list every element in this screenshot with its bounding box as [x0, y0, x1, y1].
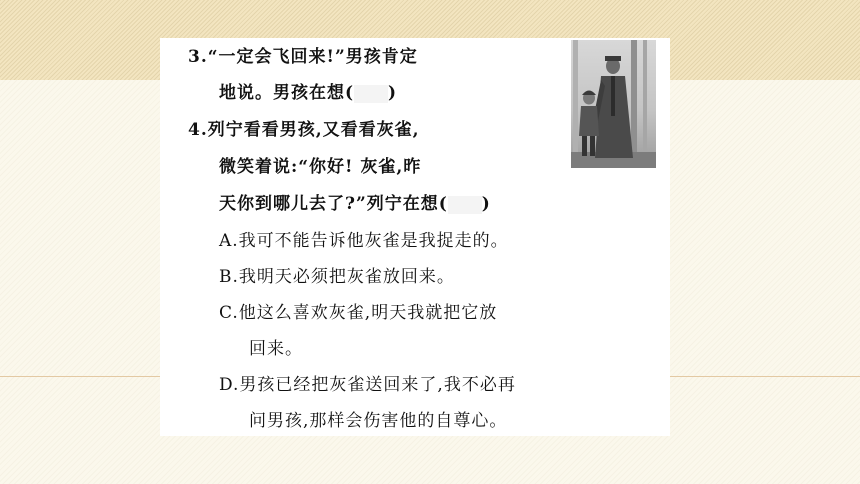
option-a: A.我可不能告诉他灰雀是我捉走的。 — [219, 231, 509, 251]
option-d-line-2: 问男孩,那样会伤害他的自尊心。 — [249, 411, 508, 431]
question-3-line-1: 3.“一定会飞回来!”男孩肯定 — [188, 47, 418, 67]
question-4-close-paren: ) — [481, 194, 491, 214]
question-4-line-3 — [219, 189, 491, 214]
question-4-stem-text: 天你到哪儿去了?”列宁在想( — [219, 194, 448, 214]
answer-blank-3[interactable] — [354, 85, 388, 103]
question-3-close-paren: ) — [388, 83, 398, 103]
question-3-line-2 — [219, 78, 397, 103]
left-divider-line — [0, 376, 160, 377]
question-4-line-1: 4.列宁看看男孩,又看看灰雀, — [188, 120, 420, 140]
option-b: B.我明天必须把灰雀放回来。 — [219, 267, 455, 287]
question-3-stem-text: 地说。男孩在想( — [219, 83, 355, 103]
right-divider-line — [670, 376, 860, 377]
lenin-and-boy-illustration-icon — [571, 40, 656, 168]
option-c-line-1: C.他这么喜欢灰雀,明天我就把它放 — [219, 303, 498, 323]
option-c-line-2: 回来。 — [249, 339, 303, 359]
question-4-line-2: 微笑着说:“你好! 灰雀,昨 — [219, 157, 422, 177]
option-d-line-1: D.男孩已经把灰雀送回来了,我不必再 — [219, 375, 516, 395]
answer-blank-4[interactable] — [448, 196, 482, 214]
